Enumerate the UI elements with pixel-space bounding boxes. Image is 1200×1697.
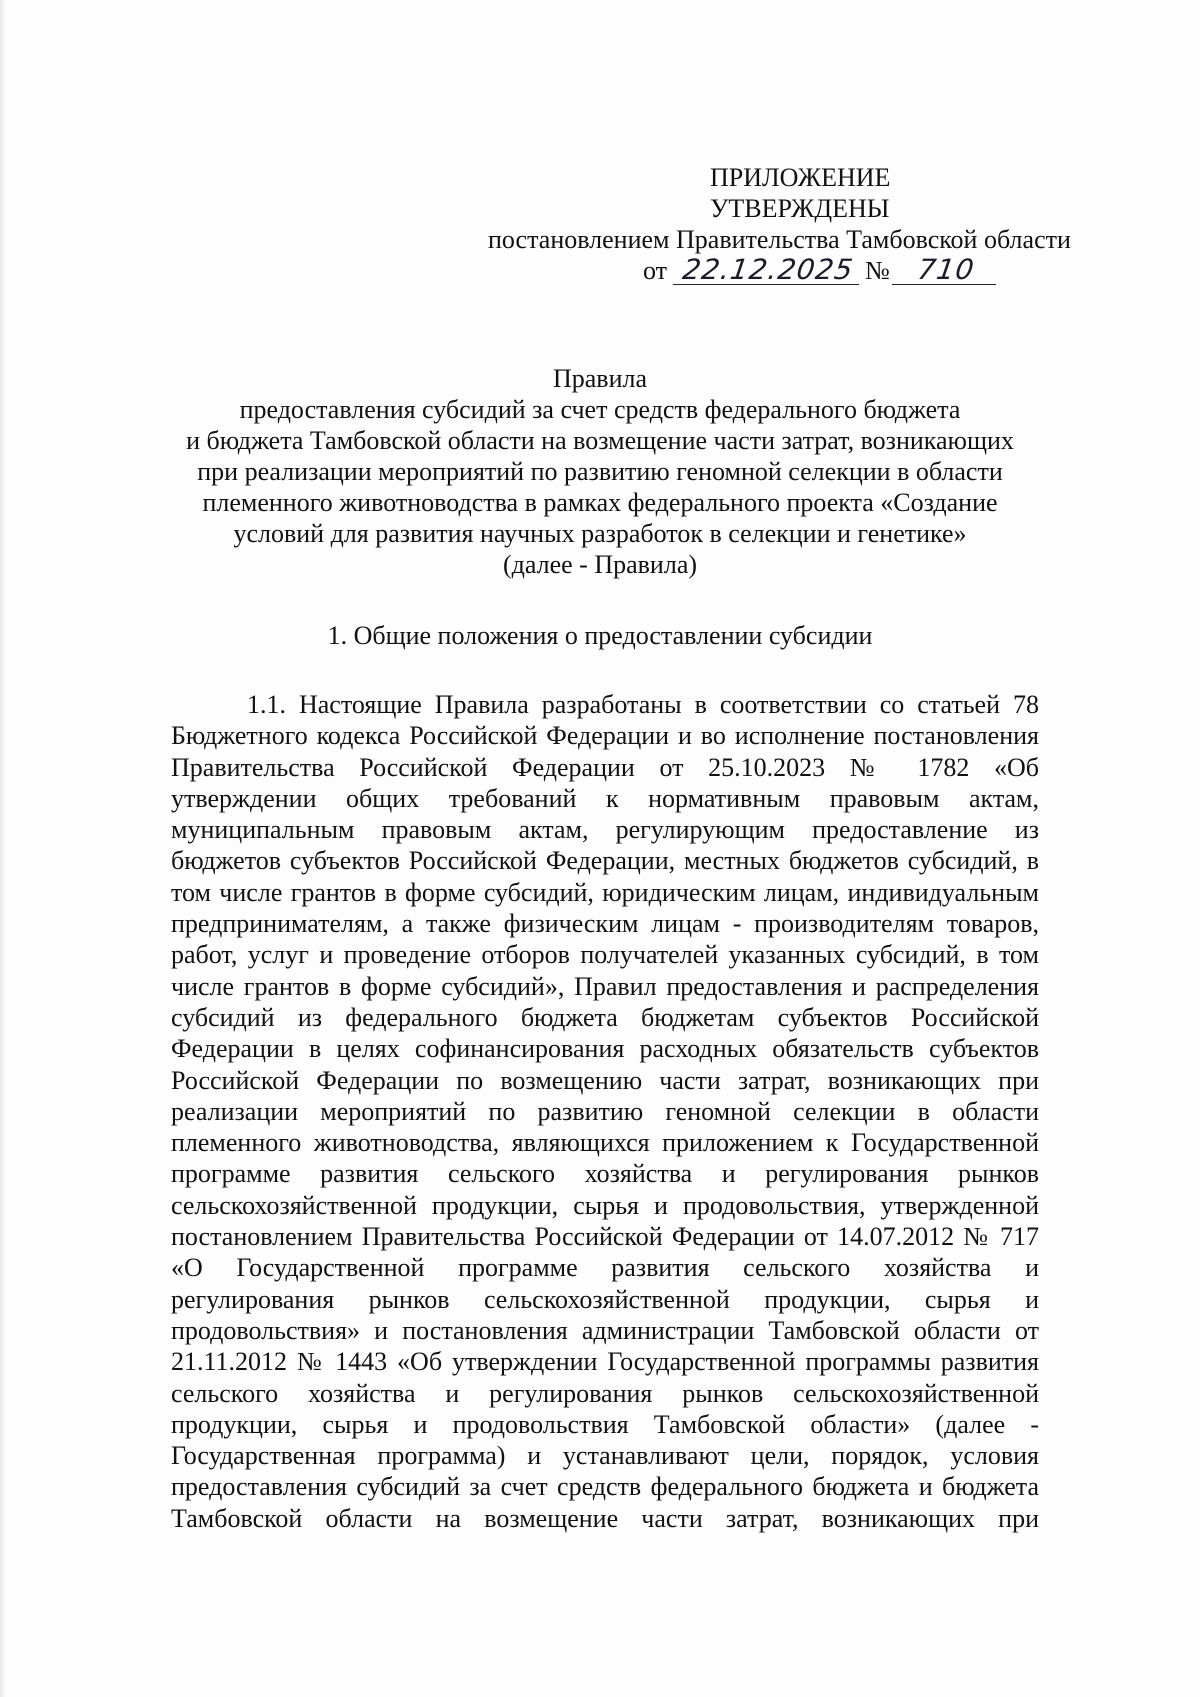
body-line: постановлением Правительства Российской Федерации от 14.07.2012 № 717 xyxy=(171,1222,1039,1252)
body-line: сельского хозяйства и регулирования рынков сельскохозяйственной xyxy=(171,1378,1039,1408)
body-line: Тамбовской области на возмещение части затрат, возникающих при xyxy=(171,1503,1039,1533)
section-heading: 1. Общие положения о предоставлении субсидии xyxy=(327,621,873,650)
approval-header xyxy=(488,162,1128,286)
body-line: предоставления субсидий за счет средств федерального бюджета и бюджета xyxy=(171,1472,1039,1502)
body-line: Правительства Российской Федерации от 25.10.2023 № 1782 «Об xyxy=(171,752,1039,782)
scan-edge-shadow xyxy=(0,0,6,1697)
body-line: муниципальным правовым актам, регулирующим предоставление из xyxy=(171,815,1039,845)
title-line: предоставления субсидий за счет средств федерального бюджета xyxy=(239,395,961,424)
appendix-label: ПРИЛОЖЕНИЕ xyxy=(710,163,891,192)
body-line: реализации мероприятий по развитию геномной селекции в области xyxy=(171,1096,1039,1126)
date-number-row xyxy=(488,255,1128,286)
handwritten-date: 22.12.2025 xyxy=(673,256,863,285)
title-line: и бюджета Тамбовской области на возмещение части затрат, возникающих xyxy=(186,426,1014,455)
body-paragraph xyxy=(171,689,1039,1534)
from-label: от xyxy=(643,256,668,285)
body-line: том числе грантов в форме субсидий, юридическим лицам, индивидуальным xyxy=(171,877,1039,907)
body-line: племенного животноводства, являющихся приложением к Государственной xyxy=(171,1128,1039,1158)
body-line: Российской Федерации по возмещению части затрат, возникающих при xyxy=(171,1065,1039,1095)
body-line: 1.1. Настоящие Правила разработаны в соответствии со статьей 78 xyxy=(247,690,1039,719)
body-line: утверждении общих требований к нормативным правовым актам, xyxy=(171,783,1039,813)
body-line: Федерации в целях софинансирования расходных обязательств субъектов xyxy=(171,1034,1039,1064)
body-line: программе развития сельского хозяйства и регулирования рынков xyxy=(171,1159,1039,1189)
body-line: предпринимателям, а также физическим лицам - производителям товаров, xyxy=(171,909,1039,939)
body-line: работ, услуг и проведение отборов получателей указанных субсидий, в том xyxy=(171,940,1039,970)
body-line: регулирования рынков сельскохозяйственной продукции, сырья и xyxy=(171,1284,1039,1314)
approved-label: УТВЕРЖДЕНЫ xyxy=(710,194,890,223)
body-line: Государственная программа) и устанавливают цели, порядок, условия xyxy=(171,1441,1039,1471)
body-line: 21.11.2012 № 1443 «Об утверждении Государственной программы развития xyxy=(171,1347,1039,1377)
body-line: продовольствия» и постановления администрации Тамбовской области от xyxy=(171,1315,1039,1345)
body-line: субсидий из федерального бюджета бюджетам субъектов Российской xyxy=(171,1002,1039,1032)
handwritten-number: 710 xyxy=(892,256,1000,285)
body-line: Бюджетного кодекса Российской Федерации и во исполнение постановления xyxy=(171,721,1039,751)
document-title xyxy=(160,363,1040,580)
body-line: «О Государственной программе развития сельского хозяйства и xyxy=(171,1253,1039,1283)
title-line: (далее - Правила) xyxy=(502,550,698,579)
title-line: Правила xyxy=(552,364,648,393)
decree-line: постановлением Правительства Тамбовской области xyxy=(488,225,1071,254)
title-line: племенного животноводства в рамках федерального проекта «Создание xyxy=(202,488,998,517)
title-line: условий для развития научных разработок в селекции и генетике» xyxy=(233,519,967,548)
body-line: числе грантов в форме субсидий», Правил предоставления и распределения xyxy=(171,971,1039,1001)
body-line: бюджетов субъектов Российской Федерации, местных бюджетов субсидий, в xyxy=(171,846,1039,876)
body-line: сельскохозяйственной продукции, сырья и продовольствия, утвержденной xyxy=(171,1190,1039,1220)
body-line: продукции, сырья и продовольствия Тамбовской области» (далее - xyxy=(171,1409,1039,1439)
number-sign: № xyxy=(865,256,890,285)
title-line: при реализации мероприятий по развитию геномной селекции в области xyxy=(197,457,1003,486)
